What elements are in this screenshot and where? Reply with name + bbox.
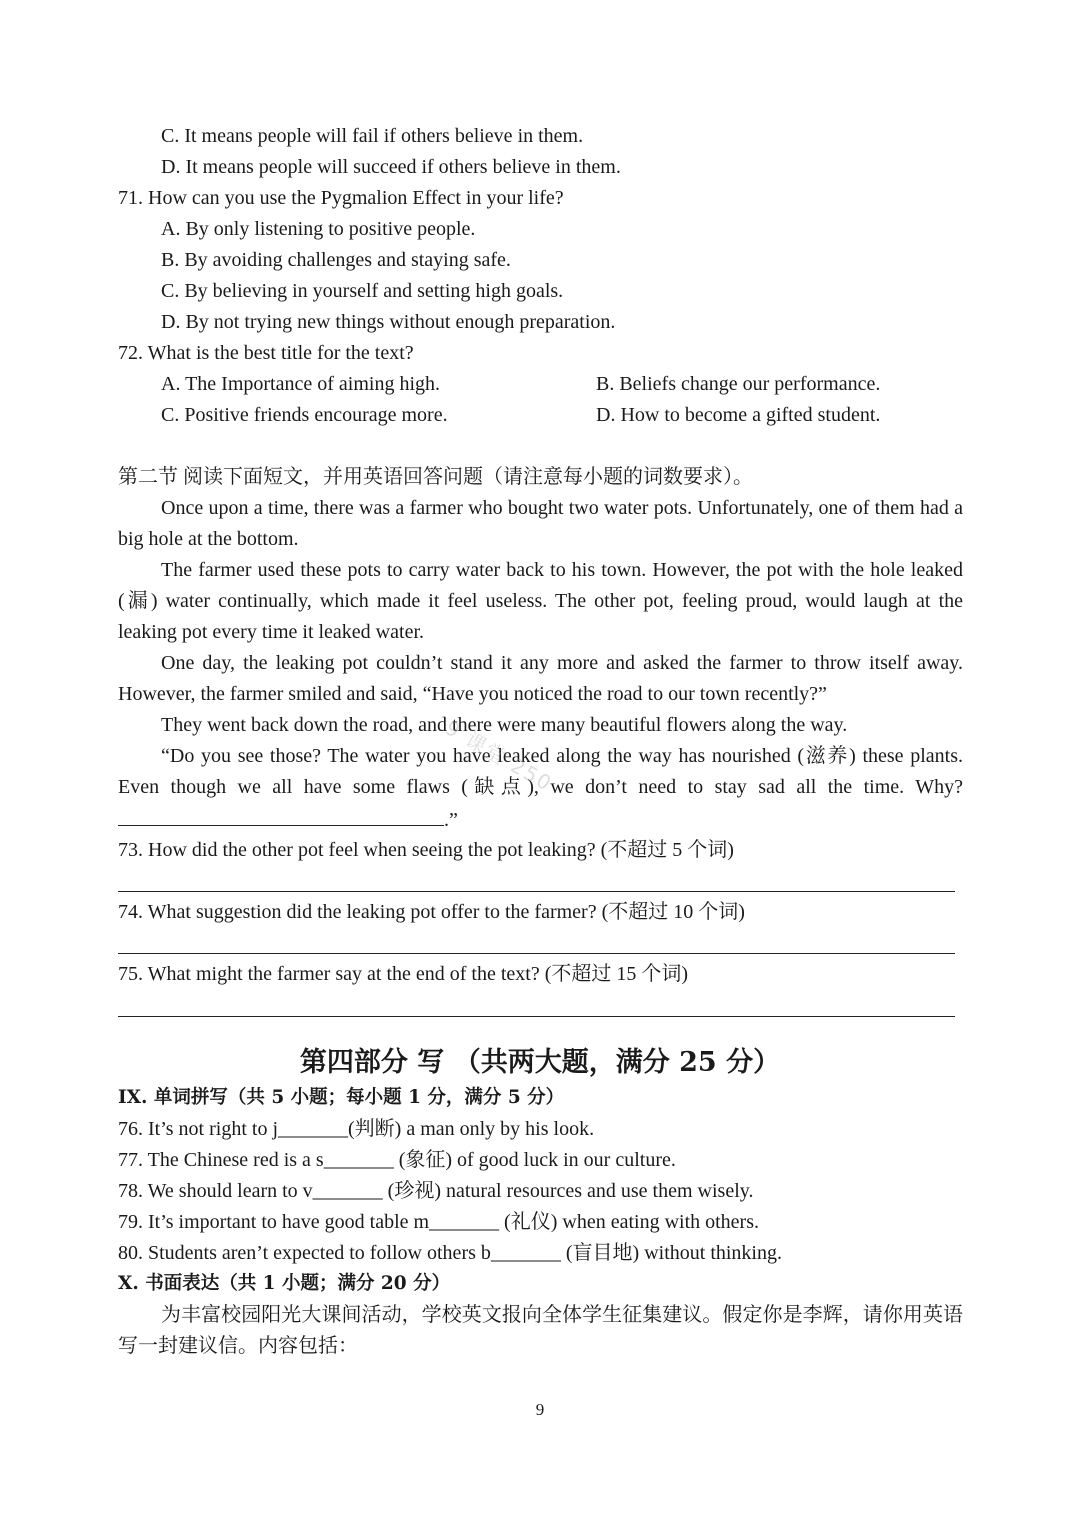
q75-question: 75. What might the farmer say at the end of the text? (不超过 15 个词) bbox=[118, 963, 689, 985]
passage-paragraph-3: One day, the leaking pot couldn’t stand it any more and asked the farmer to throw itself away. However, the farmer smiled and said, “Have you noticed the road to our town recently?” bbox=[118, 652, 963, 705]
page-number: 9 bbox=[535, 1400, 545, 1419]
q70-option-d: D. It means people will succeed if others believe in them. bbox=[161, 156, 621, 178]
section-2-heading: 第二节 阅读下面短文，并用英语回答问题（请注意每小题的词数要求）。 bbox=[118, 466, 753, 488]
q75-answer-line[interactable] bbox=[118, 1016, 955, 1017]
q80-item: 80. Students aren’t expected to follow others b_______ (盲目地) without thinking. bbox=[118, 1242, 782, 1264]
passage-paragraph-5-text: “Do you see those? The water you have leaked along the way has nourished (滋养) these plants. Even though we all have some flaws (缺点), we don’t need to stay sad all the time. Why? bbox=[118, 745, 963, 798]
q74-question: 74. What suggestion did the leaking pot offer to the farmer? (不超过 10 个词) bbox=[118, 901, 745, 923]
q73-question: 73. How did the other pot feel when seeing the pot leaking? (不超过 5 个词) bbox=[118, 839, 734, 861]
section-ix-heading: IX. 单词拼写（共 5 小题；每小题 1 分，满分 5 分） bbox=[118, 1087, 565, 1108]
q72-option-d: D. How to become a gifted student. bbox=[596, 404, 881, 426]
passage-paragraph-5-end: .” bbox=[444, 809, 458, 831]
q73-answer-line[interactable] bbox=[118, 891, 955, 892]
passage-paragraph-2: The farmer used these pots to carry water back to his town. However, the pot with the hole leaked (漏) water continually, which made it feel useless. The other pot, feeling proud, would laugh at the leaking pot every time it leaked water. bbox=[118, 559, 963, 643]
q72-option-a: A. The Importance of aiming high. bbox=[161, 373, 441, 395]
writing-prompt: 为丰富校园阳光大课间活动，学校英文报向全体学生征集建议。假定你是李辉，请你用英语写一封建议信。内容包括： bbox=[118, 1304, 963, 1357]
part-4-title: 第四部分 写 （共两大题，满分 25 分） bbox=[299, 1047, 781, 1078]
q79-item: 79. It’s important to have good table m_______ (礼仪) when eating with others. bbox=[118, 1211, 759, 1233]
q74-answer-line[interactable] bbox=[118, 953, 955, 954]
passage-answer-blank[interactable] bbox=[118, 803, 444, 826]
q71-question: 71. How can you use the Pygmalion Effect in your life? bbox=[118, 187, 564, 209]
passage-paragraph-4: They went back down the road, and there were many beautiful flowers along the way. bbox=[161, 714, 848, 736]
q70-option-c: C. It means people will fail if others believe in them. bbox=[161, 125, 584, 147]
q72-question: 72. What is the best title for the text? bbox=[118, 342, 414, 364]
passage-paragraph-1: Once upon a time, there was a farmer who bought two water pots. Unfortunately, one of them had a big hole at the bottom. bbox=[118, 497, 963, 550]
q71-option-c: C. By believing in yourself and setting high goals. bbox=[161, 280, 564, 302]
q71-option-d: D. By not trying new things without enough preparation. bbox=[161, 311, 616, 333]
q77-item: 77. The Chinese red is a s_______ (象征) of good luck in our culture. bbox=[118, 1149, 676, 1171]
q76-item: 76. It’s not right to j_______(判断) a man only by his look. bbox=[118, 1118, 595, 1140]
q72-option-c: C. Positive friends encourage more. bbox=[161, 404, 448, 426]
q71-option-b: B. By avoiding challenges and staying safe. bbox=[161, 249, 511, 271]
q72-option-b: B. Beliefs change our performance. bbox=[596, 373, 881, 395]
watermark: 9 课堂 250 bbox=[441, 715, 557, 797]
q71-option-a: A. By only listening to positive people. bbox=[161, 218, 476, 240]
section-x-heading: X. 书面表达（共 1 小题；满分 20 分） bbox=[118, 1273, 451, 1294]
q78-item: 78. We should learn to v_______ (珍视) natural resources and use them wisely. bbox=[118, 1180, 754, 1202]
